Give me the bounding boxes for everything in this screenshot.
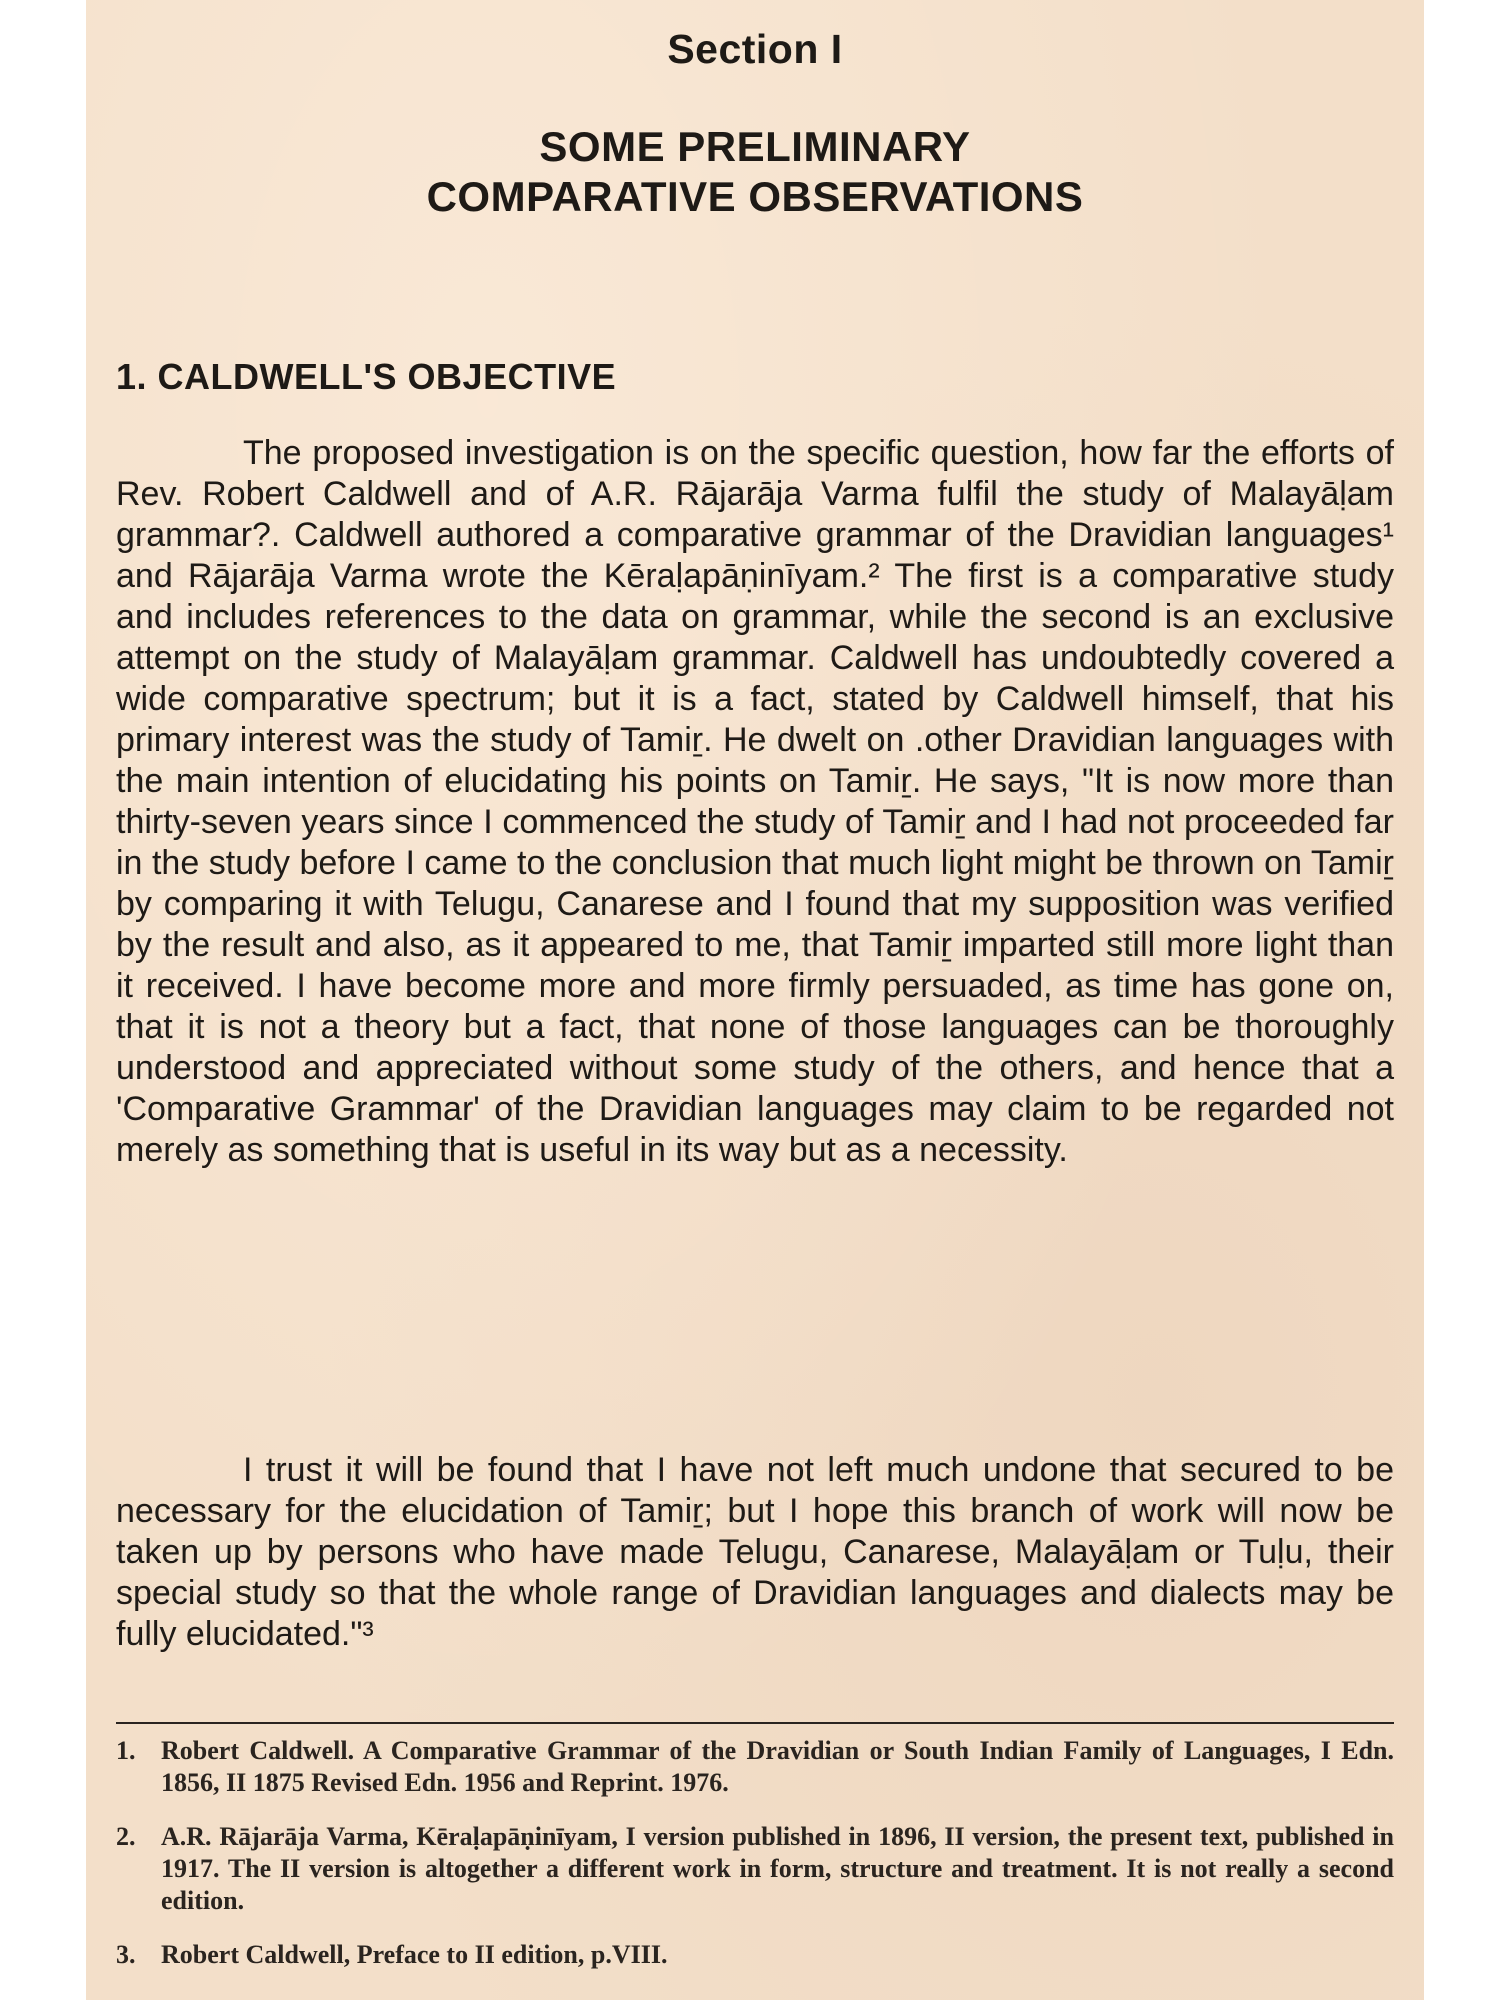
chapter-title <box>86 122 1424 222</box>
paragraph-1: The proposed investigation is on the specific question, how far the efforts of Rev. Robert Caldwell and of A.R. Rājarāja Varma fulfil the study of Malayāḷam grammar?. Caldwell authored a comparative grammar of the Dravidian languages¹ and Rājarāja Varma wrote the Kēraḷapāṇinīyam.² The first is a comparative study and includes references to the data on grammar, while the second is an exclusive attempt on the study of Malayāḷam grammar. Caldwell has undoubtedly covered a wide comparative spectrum; but it is a fact, stated by Caldwell himself, that his primary interest was the study of Tamiṟ. He dwelt on .other Dravidian languages with the main intention of elucidating his points on Tamiṟ. He says, "It is now more than thirty-seven years since I commenced the study of Tamiṟ and I had not proceeded far in the study before I came to the conclusion that much light might be thrown on Tamiṟ by comparing it with Telugu, Canarese and I found that my supposition was verified by the result and also, as it appeared to me, that Tamiṟ imparted still more light than it received. I have become more and more firmly persuaded, as time has gone on, that it is not a theory but a fact, that none of those languages can be thoroughly understood and appreciated without some study of the others, and hence that a 'Comparative Grammar' of the Dravidian languages may claim to be regarded not merely as something that is useful in its way but as a necessity. <box>116 434 1394 1169</box>
chapter-title-line-2: COMPARATIVE OBSERVATIONS <box>426 173 1084 220</box>
footnote-number: 2. <box>116 1822 136 1851</box>
footnote-item <box>116 1735 1394 1799</box>
footnote-divider <box>116 1722 1394 1724</box>
book-page <box>86 0 1424 2000</box>
chapter-title-line-1: SOME PRELIMINARY <box>539 123 971 170</box>
footnotes-list <box>116 1735 1394 1993</box>
footnote-item <box>116 1939 1394 1971</box>
footnote-text: A.R. Rājarāja Varma, Kēraḷapāṇinīyam, I version published in 1896, II version, the present text, published in 1917. The II version is altogether a different work in form, structure and treatment. It is not really a second edition. <box>161 1822 1394 1915</box>
subsection-heading: 1. CALDWELL'S OBJECTIVE <box>116 356 617 397</box>
footnote-number: 3. <box>116 1940 136 1969</box>
section-label: Section I <box>667 26 843 72</box>
footnote-number: 1. <box>116 1736 136 1765</box>
footnote-item <box>116 1821 1394 1917</box>
paragraph-2: I trust it will be found that I have not left much undone that secured to be necessary for the elucidation of Tamiṟ; but I hope this branch of work will now be taken up by persons who have made Telugu, Canarese, Malayāḷam or Tuḷu, their special study so that the whole range of Dravidian languages and dialects may be fully elucidated."³ <box>116 1451 1394 1653</box>
footnote-text: Robert Caldwell, Preface to II edition, p.VIII. <box>161 1940 668 1969</box>
footnote-text: Robert Caldwell. A Comparative Grammar of the Dravidian or South Indian Family of Languages, I Edn. 1856, II 1875 Revised Edn. 1956 and Reprint. 1976. <box>161 1736 1394 1797</box>
